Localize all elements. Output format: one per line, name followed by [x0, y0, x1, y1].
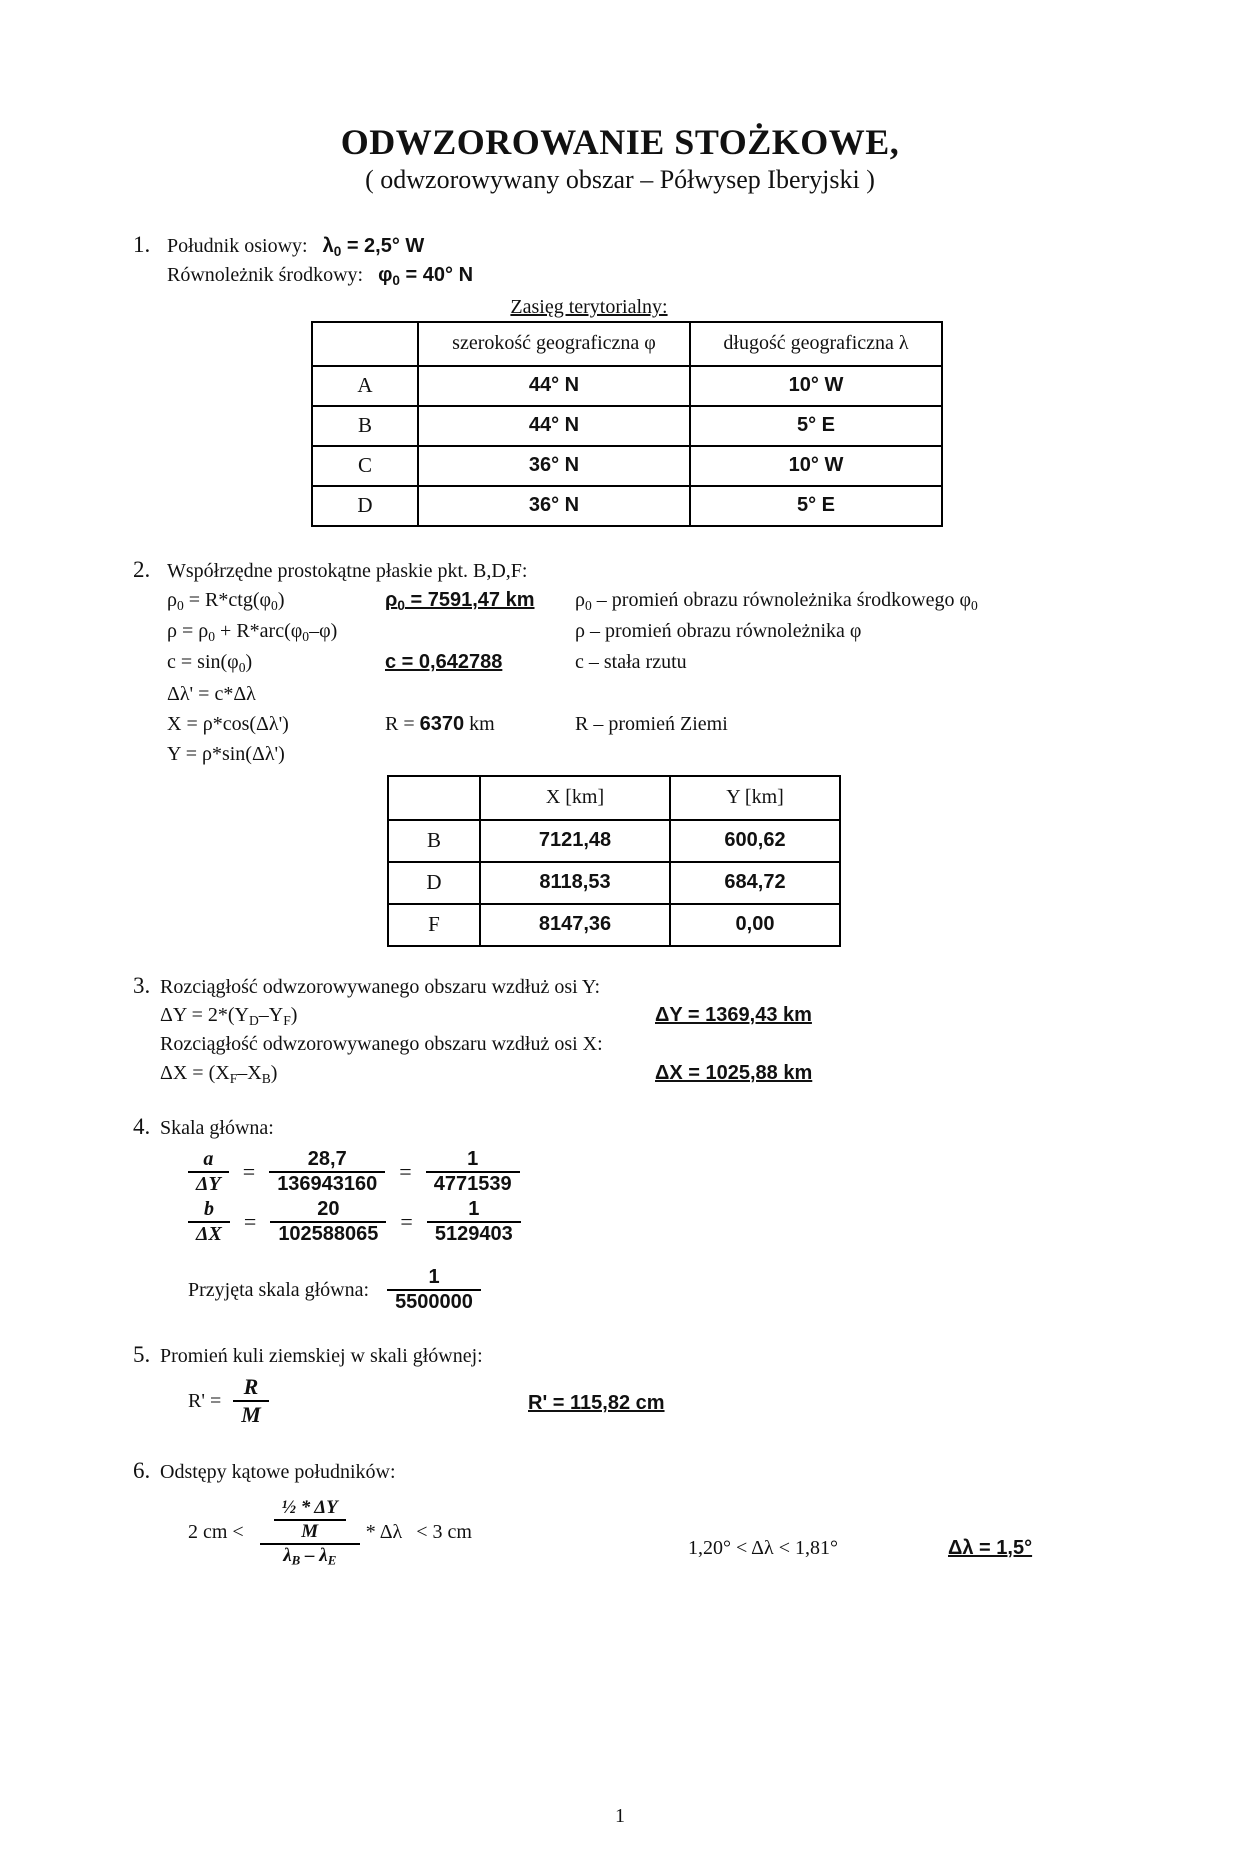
scale-row-b: [188, 1198, 1180, 1246]
row-label: A: [312, 366, 418, 406]
fraction-1-over-4771539: [426, 1148, 520, 1196]
section-1-number: 1.: [133, 231, 151, 257]
page-number: 1: [615, 1805, 625, 1827]
right-bound-label: < 3 cm: [416, 1521, 472, 1544]
row-label: F: [388, 904, 480, 946]
section-6-formula-row: [188, 1497, 1180, 1569]
fraction-a-over-dy: [188, 1148, 229, 1196]
formula-rho0: $\rho_0 = R*ctg(\varphi_0)$: [167, 589, 285, 613]
section-5-formula-row: [188, 1374, 1180, 1428]
formula-row: [167, 585, 1180, 616]
central-parallel-label: Równoleżnik środkowy:: [167, 263, 364, 286]
formula-row: [167, 739, 1180, 769]
formula-row: [167, 709, 1180, 739]
fraction-numerator: 28,7: [269, 1148, 385, 1173]
fraction-denominator: 5129403: [434, 1223, 513, 1245]
header-y: Y [km]: [670, 776, 840, 820]
fraction-numerator: b: [188, 1198, 230, 1223]
table-row: [312, 486, 942, 526]
row-label: B: [388, 820, 480, 862]
desc-rho: ρ – promień obrazu równoleżnika φ: [575, 620, 862, 643]
row-longitude: 5° E: [690, 406, 942, 446]
section-1-line-1: [167, 232, 1180, 261]
equals-sign: =: [400, 1209, 413, 1234]
desc-dlambda: [575, 679, 1180, 709]
row-latitude: 36° N: [418, 486, 690, 526]
formula-row: [167, 679, 1180, 709]
desc-rho0: $\rho_0$ – promień obrazu równoleżnika środkowego $\varphi_0$: [575, 589, 978, 613]
row-y: 684,72: [670, 862, 840, 904]
formula-y: Y = ρ*sin(Δλ'): [167, 742, 285, 765]
section-6-heading: Odstępy kątowe południków:: [160, 1461, 396, 1484]
table-row: [388, 862, 840, 904]
fraction-denominator: M: [241, 1402, 261, 1428]
table-row: [312, 366, 942, 406]
row-longitude: 10° W: [690, 366, 942, 406]
fraction-denominator: 4771539: [433, 1173, 512, 1195]
formula-delta-x: $\Delta X = (X_F-X_B)$: [160, 1061, 278, 1086]
section-4-heading: Skala główna:: [160, 1116, 274, 1139]
fraction-denominator: $\lambda_B - \lambda_E$: [283, 1544, 337, 1568]
section-5-heading: Promień kuli ziemskiej w skali głównej:: [160, 1345, 483, 1367]
inner-numerator: ½ * ΔY: [274, 1497, 346, 1521]
document-body: [0, 232, 1240, 1569]
result-delta-x: ΔX = 1025,88 km: [655, 1061, 813, 1084]
section-4: [133, 1114, 1180, 1314]
territorial-extent-caption: Zasięg terytorialny:: [510, 295, 668, 318]
delta-lambda-range: 1,20° < Δλ < 1,81°: [688, 1536, 839, 1559]
scale-row-a: [188, 1148, 1180, 1196]
row-label: B: [312, 406, 418, 446]
fraction-numerator: 20: [270, 1198, 386, 1223]
result-c: c = 0,642788: [385, 651, 503, 674]
section-6: [133, 1458, 1180, 1568]
table-row: [388, 820, 840, 862]
fraction-denominator: 5500000: [395, 1291, 473, 1313]
desc-c: c – stała rzutu: [575, 651, 687, 674]
section-4-number: 4.: [133, 1113, 151, 1139]
row-latitude: 36° N: [418, 446, 690, 486]
title-block: [0, 122, 1240, 196]
table-header-row: [388, 776, 840, 820]
section-6-number: 6.: [133, 1458, 151, 1484]
section-3-number: 3.: [133, 972, 151, 998]
equals-sign: =: [242, 1159, 256, 1184]
fraction-b-over-dx: [188, 1198, 230, 1246]
fraction-inner-half-dy-over-m: [274, 1497, 346, 1543]
fraction-numerator: a: [188, 1148, 229, 1173]
result-radius: R = 6370 km: [385, 712, 495, 735]
formula-dlambda: Δλ' = c*Δλ: [167, 682, 256, 705]
fraction-accepted-scale: [387, 1266, 481, 1314]
formula-row: [167, 647, 1180, 678]
fraction-r-over-m: [233, 1374, 269, 1428]
table-row: [388, 904, 840, 946]
left-bound-label: 2 cm <: [188, 1521, 244, 1544]
section-3-formula-1-row: [160, 1001, 1180, 1030]
section-1-line-2: [167, 261, 1180, 290]
result-rho0: $\rho_0 = 7591,47$ km: [385, 589, 535, 613]
fraction-numerator: 1: [387, 1266, 481, 1291]
document-page: [0, 122, 1240, 1876]
fraction-denominator: ΔY: [196, 1173, 221, 1195]
fraction-numerator: [260, 1497, 360, 1545]
equals-sign: =: [399, 1159, 412, 1184]
fraction-denominator: 136943160: [277, 1173, 378, 1195]
inner-denominator: M: [301, 1520, 319, 1542]
table-row: [312, 446, 942, 486]
formula-delta-y: $\Delta Y = 2*(Y_D-Y_F)$: [160, 1004, 298, 1028]
page-title: ODWZOROWANIE STOŻKOWE,: [340, 122, 900, 162]
multiplier-label: * Δλ: [365, 1521, 403, 1544]
table-row: [312, 406, 942, 446]
fraction-numerator: R: [233, 1374, 269, 1402]
result-dlambda: [385, 679, 575, 709]
section-2-number: 2.: [133, 556, 151, 582]
result-delta-y: ΔY = 1369,43 km: [655, 1004, 812, 1027]
fraction-1-over-5129403: [427, 1198, 521, 1246]
fraction-287-over-136943160: [269, 1148, 385, 1196]
result-rho: [385, 616, 575, 647]
formula-row: [167, 616, 1180, 647]
formula-c: $c = \sin(\varphi_0)$: [167, 651, 253, 676]
header-empty: [388, 776, 480, 820]
section-5-number: 5.: [133, 1342, 151, 1367]
section-3-line-1: Rozciągłość odwzorowywanego obszaru wzdłuż osi Y:: [160, 975, 601, 998]
central-parallel-value: $\varphi_0 = 40^\circ$ N: [378, 263, 474, 288]
territorial-extent-table: [311, 321, 943, 527]
header-longitude: długość geograficzna λ: [690, 322, 942, 366]
page-subtitle: ( odwzorowywany obszar – Półwysep Iberyjski ): [365, 165, 875, 195]
fraction-denominator: 102588065: [278, 1223, 379, 1245]
header-x: X [km]: [480, 776, 670, 820]
section-3-line-2: Rozciągłość odwzorowywanego obszaru wzdłuż osi X:: [160, 1033, 603, 1056]
row-x: 7121,48: [480, 820, 670, 862]
accepted-scale-row: [188, 1266, 1180, 1314]
desc-radius: R – promień Ziemi: [575, 712, 728, 735]
row-label: D: [388, 862, 480, 904]
fraction-numerator: 1: [426, 1148, 520, 1173]
fraction-numerator: 1: [427, 1198, 521, 1223]
row-x: 8147,36: [480, 904, 670, 946]
formula-x: X = ρ*cos(Δλ'): [167, 712, 289, 735]
table-header-row: [312, 322, 942, 366]
desc-y: [575, 739, 1180, 769]
section-2: [133, 557, 1180, 947]
row-longitude: 10° W: [690, 446, 942, 486]
row-longitude: 5° E: [690, 486, 942, 526]
row-latitude: 44° N: [418, 366, 690, 406]
row-label: D: [312, 486, 418, 526]
fraction-20-over-102588065: [270, 1198, 386, 1246]
formula-rho: $\rho = \rho_0 + R*arc(\varphi_0-\varphi)$: [167, 620, 338, 645]
section-3: [133, 973, 1180, 1088]
fraction-denominator: ΔX: [196, 1223, 222, 1245]
row-y: 600,62: [670, 820, 840, 862]
fraction-outer: [260, 1497, 360, 1569]
header-latitude: szerokość geograficzna φ: [418, 322, 690, 366]
coordinates-table: [387, 775, 841, 947]
radius-scale-lhs: R' =: [188, 1389, 222, 1412]
result-y: [385, 739, 575, 769]
result-radius-scale: R' = 115,82 cm: [528, 1392, 665, 1415]
accepted-scale-label: Przyjęta skala główna:: [188, 1278, 370, 1301]
axial-meridian-label: Południk osiowy:: [167, 234, 308, 257]
header-empty: [312, 322, 418, 366]
equals-sign: =: [243, 1209, 257, 1234]
result-delta-lambda: Δλ = 1,5°: [948, 1536, 1033, 1559]
section-3-formula-2-row: [160, 1059, 1180, 1088]
row-x: 8118,53: [480, 862, 670, 904]
section-1: [133, 232, 1180, 527]
row-latitude: 44° N: [418, 406, 690, 446]
row-y: 0,00: [670, 904, 840, 946]
row-label: C: [312, 446, 418, 486]
section-2-heading: Współrzędne prostokątne płaskie pkt. B,D,F:: [167, 559, 528, 582]
axial-meridian-value: $\lambda_0 = 2,5^\circ$ W: [322, 234, 425, 259]
section-5: [133, 1342, 1180, 1428]
